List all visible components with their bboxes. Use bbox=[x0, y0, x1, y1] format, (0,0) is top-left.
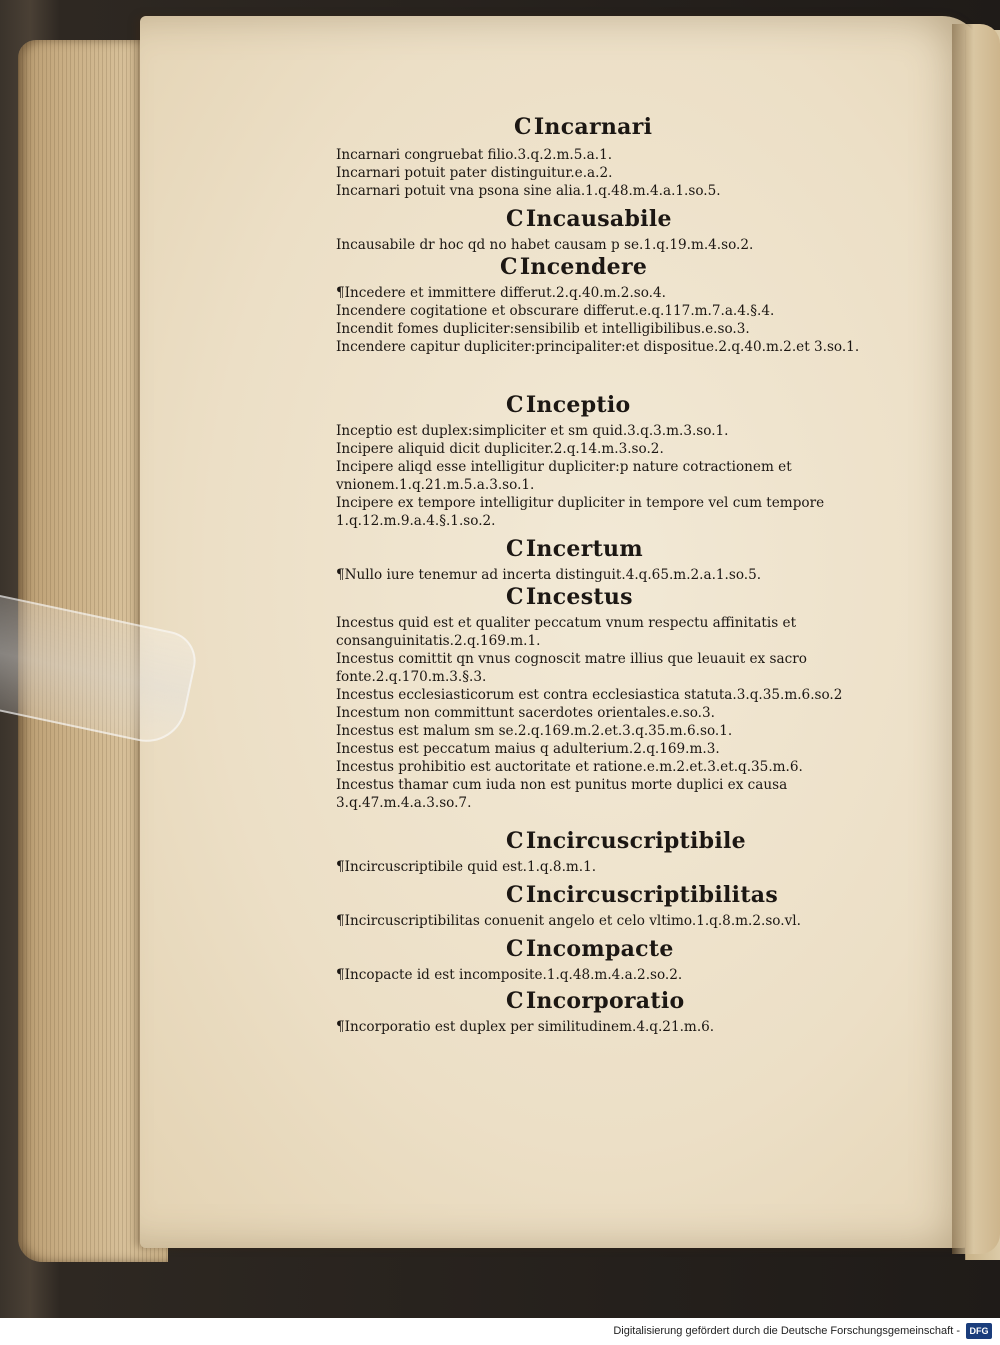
index-entry: ¶Incopacte id est incomposite.1.q.48.m.4.a.2.so.2. bbox=[336, 967, 683, 983]
index-entry: Incipere ex tempore intelligitur dupliciter in tempore vel cum tempore 1.q.12.m.9.a.4.§.1.so.2. bbox=[336, 495, 825, 529]
section-entries bbox=[336, 1018, 916, 1036]
section-entries bbox=[336, 858, 916, 876]
section-entries bbox=[336, 422, 916, 530]
index-entry: ¶Incircuscriptibile quid est.1.q.8.m.1. bbox=[336, 859, 597, 875]
index-entry: Incipere aliqd esse intelligitur dupliciter:p nature cotractionem et vnionem.1.q.21.m.5.a.3.so.1. bbox=[336, 459, 792, 493]
index-entry: Incipere aliquid dicit dupliciter.2.q.14.m.3.so.2. bbox=[336, 441, 664, 457]
section-heading: CIncompacte bbox=[506, 936, 674, 962]
book-gutter bbox=[952, 24, 1000, 1254]
section-entries bbox=[336, 284, 916, 356]
index-entry: Incendit fomes dupliciter:sensibilib et intelligibilibus.e.so.3. bbox=[336, 321, 750, 337]
index-entry: Incarnari potuit pater distinguitur.e.a.2. bbox=[336, 165, 613, 181]
index-entry: Incestum non committunt sacerdotes orientales.e.so.3. bbox=[336, 705, 715, 721]
section-heading: CIncorporatio bbox=[506, 988, 685, 1014]
footer-credit-text: Digitalisierung gefördert durch die Deutsche Forschungsgemeinschaft - bbox=[613, 1325, 960, 1337]
index-entry: Incendere cogitatione et obscurare differut.e.q.117.m.7.a.4.§.4. bbox=[336, 303, 775, 319]
section-heading: CIncausabile bbox=[506, 206, 672, 232]
index-entry: ¶Incircuscriptibilitas conuenit angelo et celo vltimo.1.q.8.m.2.so.vl. bbox=[336, 913, 801, 929]
index-entry: Incarnari congruebat filio.3.q.2.m.5.a.1. bbox=[336, 147, 613, 163]
index-entry: Incestus comittit qn vnus cognoscit matre illius que leuauit ex sacro fonte.2.q.170.m.3.§.3. bbox=[336, 651, 807, 685]
index-entry: ¶Incorporatio est duplex per similitudinem.4.q.21.m.6. bbox=[336, 1019, 715, 1035]
index-entry: Incestus quid est et qualiter peccatum vnum respectu affinitatis et consanguinitatis.2.q.169.m.1. bbox=[336, 615, 797, 649]
section-entries bbox=[336, 912, 916, 930]
section-heading: CIncertum bbox=[506, 536, 643, 562]
section-heading: CIncircuscriptibile bbox=[506, 828, 746, 854]
section-entries bbox=[336, 146, 916, 200]
index-entry: Inceptio est duplex:simpliciter et sm quid.3.q.3.m.3.so.1. bbox=[336, 423, 729, 439]
section-heading: CIncircuscriptibilitas bbox=[506, 882, 779, 908]
section-heading: CInceptio bbox=[506, 392, 631, 418]
section-heading: CIncestus bbox=[506, 584, 633, 610]
index-entry: Incarnari potuit vna psona sine alia.1.q.48.m.4.a.1.so.5. bbox=[336, 183, 721, 199]
index-entry: Incestus ecclesiasticorum est contra ecclesiastica statuta.3.q.35.m.6.so.2 bbox=[336, 687, 843, 703]
index-entry: Incausabile dr hoc qd no habet causam p se.1.q.19.m.4.so.2. bbox=[336, 237, 754, 253]
section-entries bbox=[336, 614, 916, 812]
section-entries bbox=[336, 966, 916, 984]
section-heading: CIncarnari bbox=[514, 114, 653, 140]
section-heading: CIncendere bbox=[500, 254, 648, 280]
index-entry: Incestus est malum sm se.2.q.169.m.2.et.3.q.35.m.6.so.1. bbox=[336, 723, 733, 739]
index-entry: ¶Incedere et immittere differut.2.q.40.m.2.so.4. bbox=[336, 285, 666, 301]
index-entry: Incestus est peccatum maius q adulterium.2.q.169.m.3. bbox=[336, 741, 720, 757]
index-entry: Incendere capitur dupliciter:principaliter:et dispositue.2.q.40.m.2.et 3.so.1. bbox=[336, 339, 860, 355]
index-entry: ¶Nullo iure tenemur ad incerta distinguit.4.q.65.m.2.a.1.so.5. bbox=[336, 567, 762, 583]
index-entry: Incestus prohibitio est auctoritate et ratione.e.m.2.et.3.et.q.35.m.6. bbox=[336, 759, 803, 775]
footer-bar bbox=[0, 1318, 1000, 1345]
index-entry: Incestus thamar cum iuda non est punitus morte duplici ex causa 3.q.47.m.4.a.3.so.7. bbox=[336, 777, 788, 811]
dfg-logo-icon: DFG bbox=[966, 1323, 992, 1339]
